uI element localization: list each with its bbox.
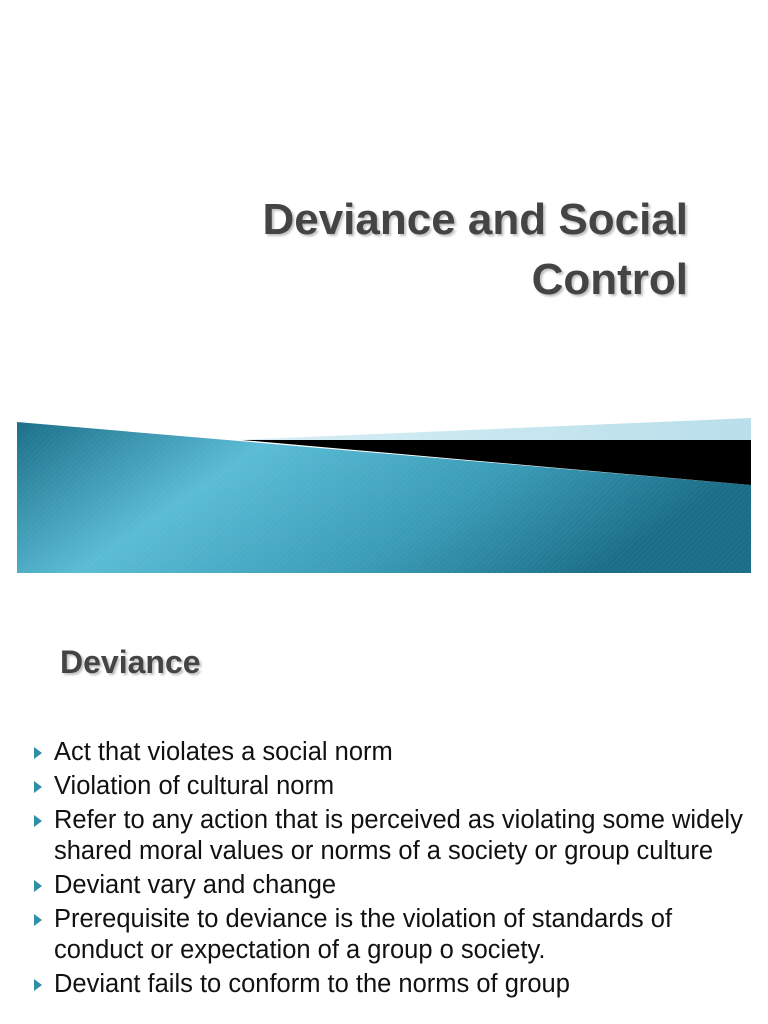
triangle-right-icon xyxy=(34,979,42,991)
triangle-right-icon xyxy=(34,747,42,759)
triangle-right-icon xyxy=(34,815,42,827)
bullet-text: Act that violates a social norm xyxy=(54,738,393,766)
slide-title xyxy=(200,190,688,310)
triangle-right-icon xyxy=(34,914,42,926)
list-item xyxy=(30,870,760,901)
bullet-text: Violation of cultural norm xyxy=(54,772,335,800)
list-item xyxy=(30,904,760,966)
bullet-list xyxy=(30,737,760,1003)
list-item xyxy=(30,969,760,1000)
bullet-text: Deviant vary and change xyxy=(54,871,337,899)
triangle-right-icon xyxy=(34,781,42,793)
list-item xyxy=(30,737,760,768)
list-item xyxy=(30,771,760,802)
decorative-banner xyxy=(17,418,751,573)
slide-title-line-2: Control xyxy=(531,255,688,304)
section-heading: Deviance xyxy=(60,644,201,680)
triangle-right-icon xyxy=(34,880,42,892)
bullet-text: Deviant fails to conform to the norms of group xyxy=(54,970,570,998)
list-item xyxy=(30,805,760,867)
bullet-text: Prerequisite to deviance is the violation of standards of conduct or expectation of a group o society. xyxy=(54,905,673,964)
banner-pale-strip xyxy=(237,418,751,440)
bullet-text: Refer to any action that is perceived as violating some widely shared moral values or norms of a society or group culture xyxy=(54,806,743,865)
slide-title-line-1: Deviance and Social xyxy=(262,195,688,244)
